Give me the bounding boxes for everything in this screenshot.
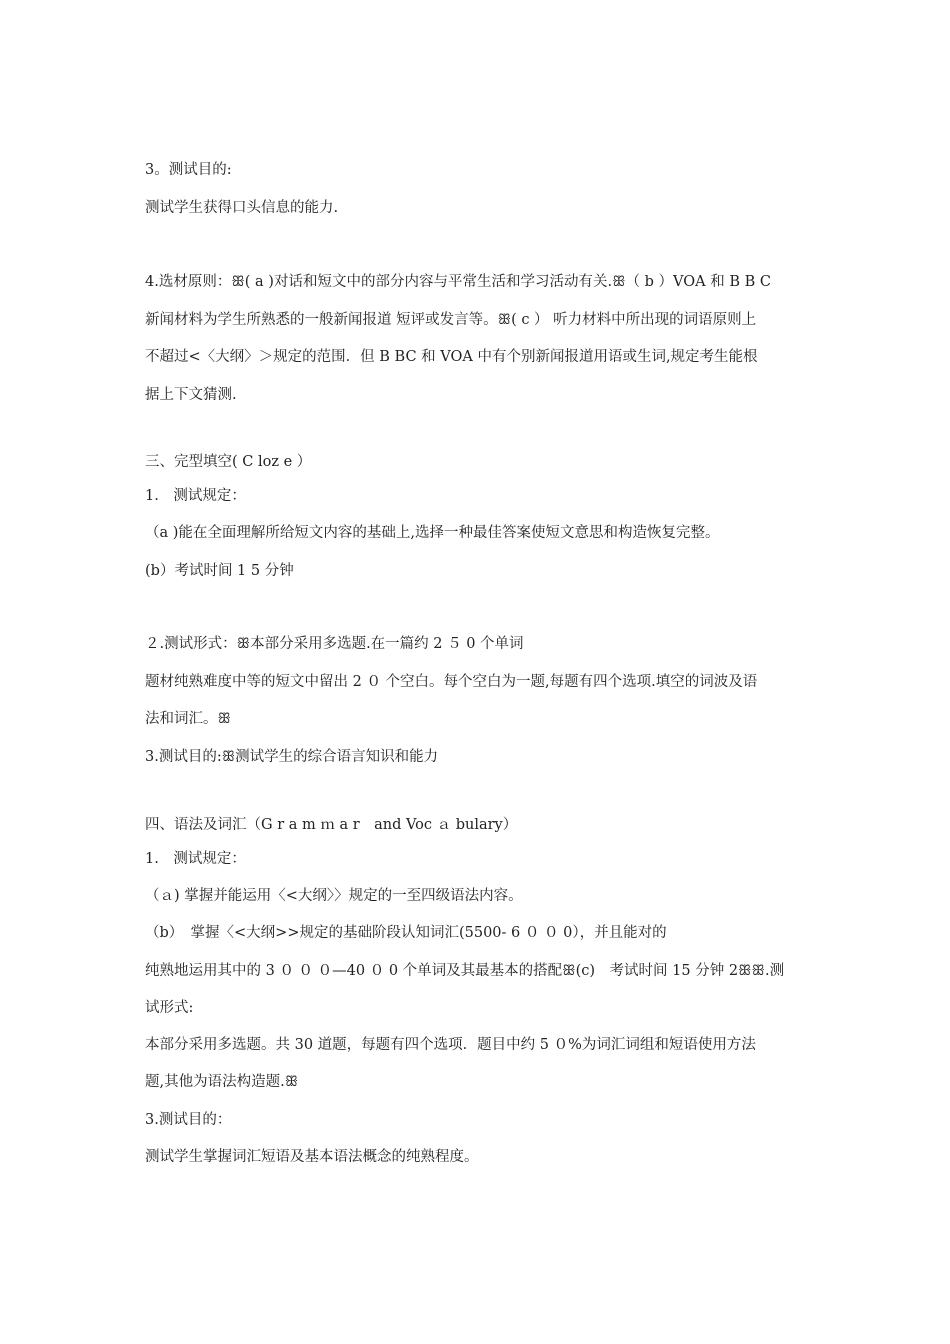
text-line: 据上下文猜测. xyxy=(145,387,237,403)
text-line: 题,其他为语法构造题.ꕥ xyxy=(145,1074,299,1090)
section-heading: 三、完型填空( C loz e ） xyxy=(145,454,312,470)
text-line: 题材纯熟难度中等的短文中留出 2 ０ 个空白。每个空白为一题,每题有四个选项.填空的词波及语 xyxy=(145,674,758,690)
text-line: 不超过<〈大纲〉＞规定的范围．但 B BC 和 VOA 中有个别新闻报道用语或生词,规定考生能根 xyxy=(145,349,758,365)
text-line: 3.测试目的： xyxy=(145,1112,232,1128)
text-line: 测试学生获得口头信息的能力. xyxy=(145,200,339,216)
text-line: ２.测试形式：ꕥ本部分采用多选题.在一篇约 2 ５ 0 个单词 xyxy=(145,636,524,652)
text-line: （b） 掌握〈<大纲>>规定的基础阶段认知词汇(5500- 6 ０ ０ 0），并且能对的 xyxy=(145,925,667,941)
text-line: 新闻材料为学生所熟悉的一般新闻报道 短评或发言等。ꕥ( c ） 听力材料中所出现的词语原则上 xyxy=(145,312,757,328)
text-line: （ａ) 掌握并能运用〈<大纲〉〉规定的一至四级语法内容。 xyxy=(145,888,523,904)
text-line: (b）考试时间 1 5 分钟 xyxy=(145,563,294,579)
text-line: 试形式: xyxy=(145,1000,194,1016)
text-line: 1. 测试规定： xyxy=(145,488,246,504)
text-line: 3.测试目的:ꕥ测试学生的综合语言知识和能力 xyxy=(145,749,439,765)
section-heading: 四、语法及词汇（G r a m ｍ a r and Voc ａ bulary） xyxy=(145,817,518,833)
text-line: 法和词汇。ꕥ xyxy=(145,711,231,727)
text-line: 测试学生掌握词汇短语及基本语法概念的纯熟程度。 xyxy=(145,1149,479,1165)
text-line: （a )能在全面理解所给短文内容的基础上,选择一种最佳答案使短文意思和构造恢复完整。 xyxy=(145,525,720,541)
text-line: 3。测试目的: xyxy=(145,162,232,178)
text-line: 4.选材原则：ꕥ( a )对话和短文中的部分内容与平常生活和学习活动有关.ꕥ（ b ）VOA 和 B B C xyxy=(145,274,771,290)
text-line: 纯熟地运用其中的 3 ０ ０ ０—40 ０ 0 个单词及其最基本的搭配ꕥ(c) 考试时间 15 分钟 2ꕥꕥ.测 xyxy=(145,963,785,979)
text-line: 1. 测试规定： xyxy=(145,851,246,867)
text-line: 本部分采用多选题。共 30 道题，每题有四个选项．题目中约 5 ０%为词汇词组和短语使用方法 xyxy=(145,1037,756,1053)
